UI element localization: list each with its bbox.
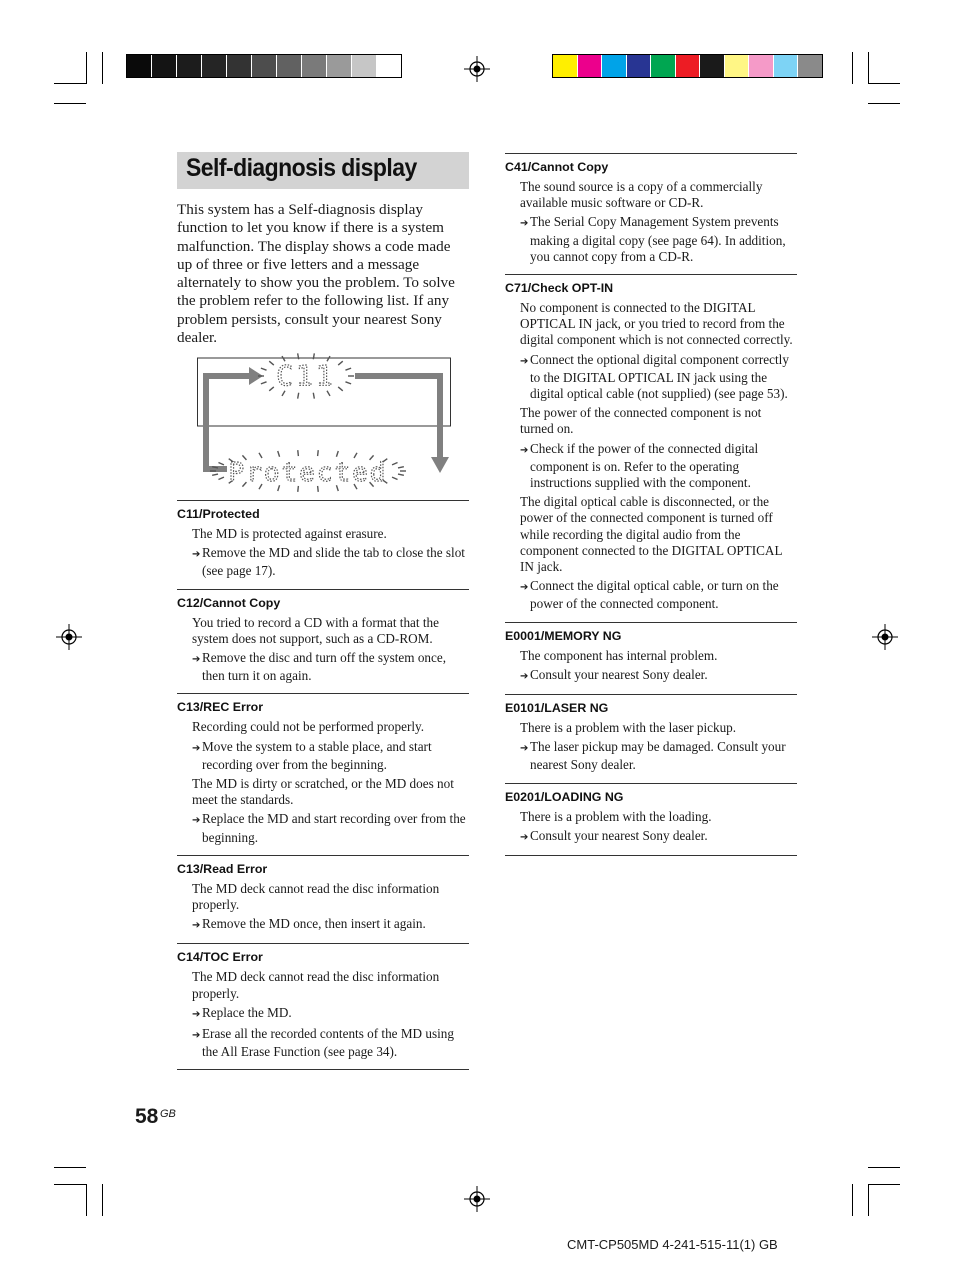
item-text: Check if the power of the connected digital component is on. Refer to the operating instructions supplied with the component. — [530, 440, 759, 491]
crop-mark — [868, 1167, 900, 1168]
blink-ray — [313, 393, 314, 399]
item-text: No component is connected to the DIGITAL OPTICAL IN jack, or you tried to record from the digital component which is not connected correctly. — [520, 300, 793, 348]
item-text: Remove the disc and turn off the system once, then turn it on again. — [202, 650, 447, 684]
item-text: The laser pickup may be damaged. Consult your nearest Sony dealer. — [530, 739, 786, 773]
color-swatch — [226, 55, 251, 77]
color-bar — [552, 54, 823, 78]
crop-mark — [54, 83, 86, 84]
cause-item — [177, 526, 469, 542]
item-text: Connect the digital optical cable, or turn on the power of the connected component. — [530, 578, 779, 612]
arrow-icon: ➔ — [520, 831, 529, 843]
arrow-icon: ➔ — [520, 444, 529, 456]
arrow-icon: ➔ — [520, 355, 529, 367]
arrow-icon: ➔ — [520, 582, 529, 594]
cause-item — [505, 300, 797, 349]
section-heading: C14/TOC Error — [177, 950, 263, 965]
footer-code: CMT-CP505MD 4-241-515-11(1) GB — [567, 1237, 778, 1252]
crop-mark — [868, 1184, 869, 1216]
color-swatch — [176, 55, 201, 77]
section-heading: C11/Protected — [177, 507, 260, 521]
registration-mark-icon — [464, 56, 490, 82]
crop-mark — [868, 83, 900, 84]
blink-ray — [338, 361, 343, 365]
blink-ray — [269, 361, 274, 365]
blink-ray — [318, 450, 319, 456]
diagnosis-section — [177, 855, 469, 944]
crop-mark — [54, 103, 86, 104]
color-swatch — [276, 55, 301, 77]
registration-mark-icon — [56, 624, 82, 650]
color-swatch — [797, 55, 822, 77]
remedy-item — [177, 916, 469, 934]
diagnosis-section — [505, 783, 797, 856]
section-heading: E0101/LASER NG — [505, 701, 609, 716]
remedy-item — [177, 1005, 469, 1023]
color-swatch — [553, 55, 577, 77]
remedy-item — [505, 578, 797, 612]
section-heading: E0201/LOADING NG — [505, 789, 624, 804]
arrow-icon: ➔ — [520, 218, 529, 230]
remedy-item — [177, 545, 469, 579]
color-swatch — [301, 55, 326, 77]
blink-ray — [261, 382, 267, 384]
item-text: The component has internal problem. — [520, 647, 718, 663]
item-text: Erase all the recorded contents of the MD using the All Erase Function (see page 34). — [202, 1026, 454, 1060]
left-column — [177, 500, 469, 1070]
diagnosis-section — [177, 500, 469, 589]
blink-ray — [261, 368, 267, 370]
cause-item — [505, 494, 797, 575]
cause-item — [177, 615, 469, 647]
right-column — [505, 153, 797, 856]
item-text: You tried to record a CD with a format that the system does not support, such as a CD-ROM. — [192, 614, 439, 646]
item-text: Remove the MD and slide the tab to close the slot (see page 17). — [202, 545, 465, 579]
diagnosis-section — [177, 589, 469, 694]
cause-item — [505, 720, 797, 736]
page-title: Self-diagnosis display — [186, 154, 417, 182]
cause-item — [177, 969, 469, 1001]
crop-mark — [852, 1184, 853, 1216]
remedy-item — [505, 352, 797, 403]
color-swatch — [376, 55, 401, 77]
remedy-item — [505, 739, 797, 773]
arrow-icon: ➔ — [192, 815, 201, 827]
color-swatch — [201, 55, 226, 77]
section-heading: E0001/MEMORY NG — [505, 628, 622, 643]
item-text: Consult your nearest Sony dealer. — [530, 666, 708, 682]
item-text: Remove the MD once, then insert it again. — [202, 916, 426, 932]
cause-item — [505, 405, 797, 437]
section-heading: C12/Cannot Copy — [177, 595, 281, 610]
item-text: The power of the connected component is not turned on. — [520, 405, 762, 437]
display-diagram — [197, 353, 457, 493]
diagnosis-section — [505, 622, 797, 694]
arrow-icon: ➔ — [192, 549, 201, 561]
item-text: Consult your nearest Sony dealer. — [530, 827, 708, 843]
item-text: There is a problem with the loading. — [520, 808, 712, 824]
display-message: Protected — [228, 458, 388, 488]
remedy-item — [177, 1026, 469, 1060]
item-text: Connect the optional digital component correctly to the DIGITAL OPTICAL IN jack using the digital optical cable (not supplied) (see page 53). — [530, 351, 789, 402]
page-suffix: GB — [160, 1108, 176, 1120]
registration-mark-icon — [872, 624, 898, 650]
color-swatch — [650, 55, 675, 77]
crop-mark — [868, 52, 869, 84]
item-text: The sound source is a copy of a commercially available music software or CD-R. — [520, 179, 763, 211]
item-text: The MD is dirty or scratched, or the MD does not meet the standards. — [192, 776, 454, 808]
section-heading: C13/REC Error — [177, 700, 264, 715]
cause-item — [177, 776, 469, 808]
item-text: Replace the MD. — [202, 1004, 292, 1020]
arrow-icon: ➔ — [192, 742, 201, 754]
item-text: There is a problem with the laser pickup. — [520, 720, 737, 736]
cause-item — [505, 179, 797, 211]
arrow-icon: ➔ — [192, 654, 201, 666]
item-text: Replace the MD and start recording over from the beginning. — [202, 811, 466, 845]
item-text: The MD deck cannot read the disc information properly. — [192, 880, 440, 913]
color-swatch — [773, 55, 798, 77]
diagnosis-section — [177, 693, 469, 854]
cause-item — [505, 809, 797, 825]
crop-mark — [102, 52, 103, 84]
item-text: The MD deck cannot read the disc information properly. — [192, 969, 440, 1001]
intro-text: This system has a Self-diagnosis display function to let you know if there is a system malfunction. The display shows a code made up of three or five letters and a message alternately to show you the problem. To solve the problem refer to the following list. If any problem persists, consult your nearest Sony dealer. — [177, 201, 455, 347]
crop-mark — [102, 1184, 103, 1216]
section-heading: C71/Check OPT-IN — [505, 281, 614, 296]
display-code: C11 — [276, 359, 336, 392]
crop-mark — [86, 1184, 87, 1216]
crop-mark — [86, 52, 87, 84]
cause-item — [177, 719, 469, 735]
section-heading: C41/Cannot Copy — [505, 160, 609, 174]
color-swatch — [748, 55, 773, 77]
arrow-icon: ➔ — [192, 1008, 201, 1020]
crop-mark — [868, 103, 900, 104]
blink-ray — [298, 393, 299, 399]
blink-ray — [345, 382, 351, 384]
remedy-item — [505, 828, 797, 846]
arrow-icon: ➔ — [192, 1030, 201, 1042]
section-heading: C13/Read Error — [177, 861, 268, 876]
color-swatch — [251, 55, 276, 77]
arrow-icon: ➔ — [520, 743, 529, 755]
diagnosis-section — [505, 694, 797, 783]
crop-mark — [852, 52, 853, 84]
arrow-icon: ➔ — [520, 670, 529, 682]
arrow-icon: ➔ — [192, 920, 201, 932]
blink-ray — [345, 368, 351, 370]
intro-paragraph — [177, 201, 469, 347]
color-swatch — [577, 55, 602, 77]
color-swatch — [601, 55, 626, 77]
blink-ray — [269, 387, 274, 391]
item-text: Move the system to a stable place, and start recording over from the beginning. — [202, 738, 432, 772]
item-text: The digital optical cable is disconnected, or the power of the connected component is turned off while recording the digital audio from the component connected to the DIGITAL OPTICAL IN jack. — [520, 494, 783, 575]
remedy-item — [505, 441, 797, 492]
registration-mark-icon — [464, 1186, 490, 1212]
item-text: The MD is protected against erasure. — [192, 526, 387, 541]
color-swatch — [675, 55, 700, 77]
crop-mark — [54, 1184, 86, 1185]
color-swatch — [151, 55, 176, 77]
blink-ray — [338, 387, 343, 391]
remedy-item — [177, 650, 469, 684]
remedy-item — [505, 667, 797, 685]
color-swatch — [127, 55, 151, 77]
item-text: Recording could not be performed properly. — [192, 719, 425, 735]
remedy-item — [505, 214, 797, 265]
cause-item — [505, 648, 797, 664]
diagnosis-section — [505, 274, 797, 622]
color-swatch — [326, 55, 351, 77]
diagnosis-section — [177, 943, 469, 1070]
color-swatch — [351, 55, 376, 77]
blink-ray — [298, 450, 299, 456]
grayscale-bar — [126, 54, 402, 78]
item-text: The Serial Copy Management System prevents making a digital copy (see page 64). In addition, you cannot copy from a CD-R. — [530, 214, 786, 264]
cause-item — [177, 881, 469, 913]
page-number: 58 — [135, 1105, 159, 1128]
color-swatch — [724, 55, 749, 77]
crop-mark — [868, 1184, 900, 1185]
remedy-item — [177, 739, 469, 773]
crop-mark — [54, 1167, 86, 1168]
color-swatch — [626, 55, 651, 77]
remedy-item — [177, 811, 469, 845]
color-swatch — [699, 55, 724, 77]
diagnosis-section — [505, 153, 797, 274]
